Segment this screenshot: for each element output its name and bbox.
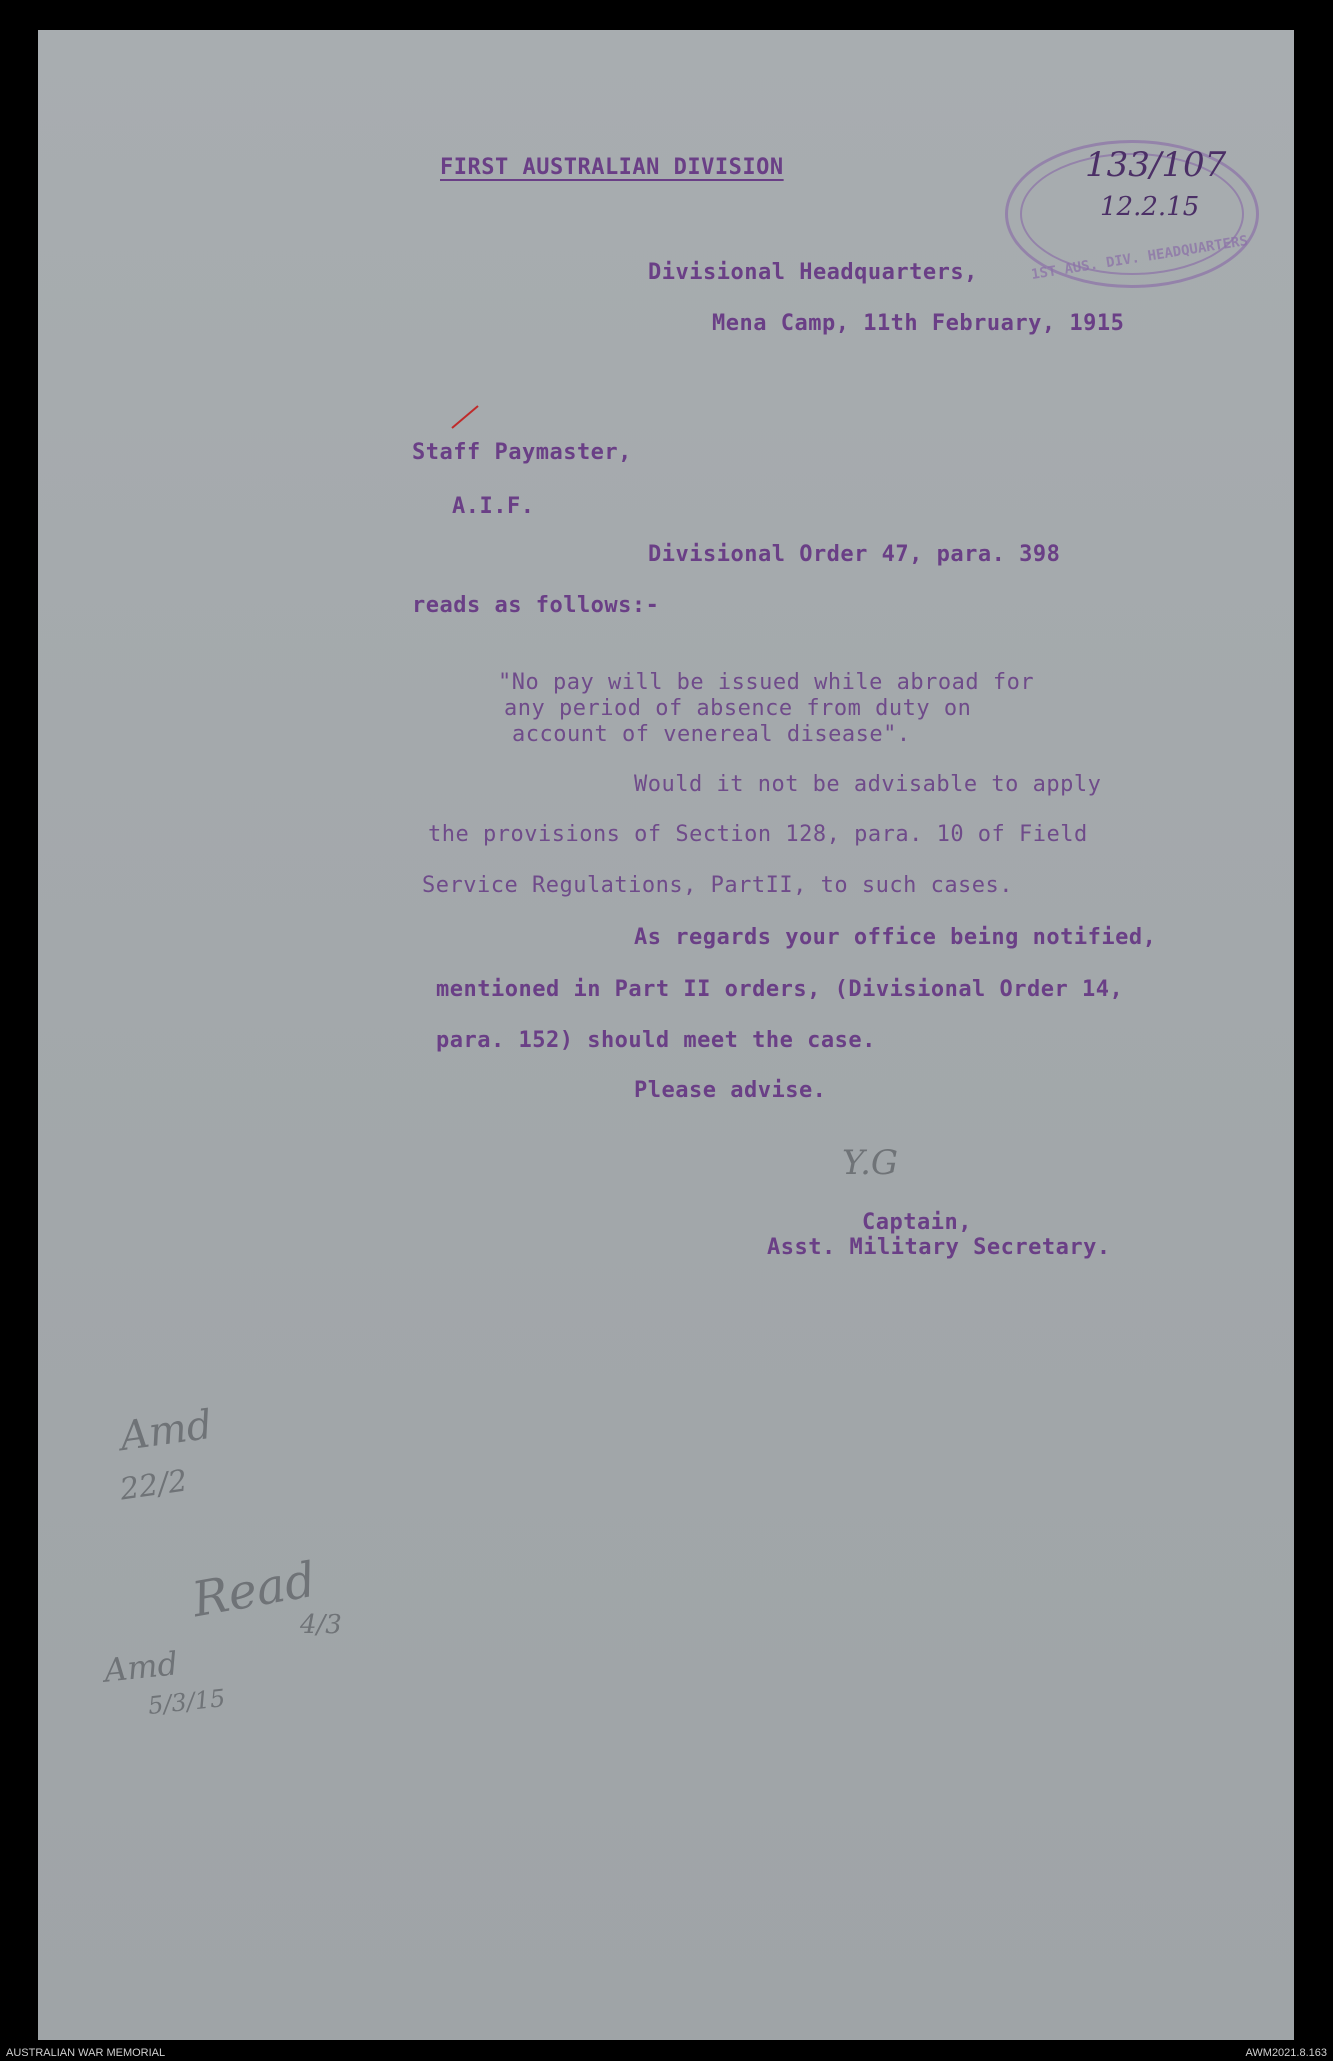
location-line-2: Mena Camp, 11th February, 1915 [712, 311, 1125, 336]
paragraph-2-line-3: Service Regulations, PartII, to such cases. [422, 873, 1014, 898]
signatory-title-1: Captain, [862, 1210, 972, 1235]
pencil-note-1: Amd [117, 1401, 216, 1461]
body-line-2: reads as follows:- [412, 593, 660, 618]
stamp-text: 1ST AUS. DIV. HEADQUARTERS [1030, 232, 1250, 284]
location-line-1: Divisional Headquarters, [648, 260, 978, 285]
paragraph-2-line-2: the provisions of Section 128, para. 10 of Field [428, 822, 1088, 847]
addressee-line-2: A.I.F. [452, 494, 535, 519]
pencil-note-2-date: 4/3 [300, 1610, 342, 1640]
addressee-line-1: Staff Paymaster, [412, 440, 632, 465]
archive-reference: AWM2021.8.163 [1245, 2047, 1327, 2059]
signature-initials: Y.G [842, 1143, 899, 1183]
red-tick-mark [450, 404, 480, 430]
pencil-note-3: Amd [102, 1644, 180, 1690]
quote-line-2: any period of absence from duty on [504, 696, 972, 721]
pencil-note-3-date: 5/3/15 [146, 1684, 227, 1720]
reference-date: 12.2.15 [1100, 192, 1200, 222]
quote-line-1: "No pay will be issued while abroad for [498, 670, 1035, 695]
pencil-note-2: Read [188, 1551, 320, 1629]
paragraph-3-line-3: para. 152) should meet the case. [436, 1028, 876, 1053]
signatory-title-2: Asst. Military Secretary. [767, 1235, 1111, 1260]
letter-heading: FIRST AUSTRALIAN DIVISION [440, 155, 784, 180]
pencil-note-1-date: 22/2 [117, 1463, 190, 1508]
closing-line: Please advise. [634, 1078, 827, 1103]
paragraph-3-line-1: As regards your office being notified, [634, 925, 1157, 950]
quote-line-3: account of venereal disease". [512, 722, 911, 747]
archive-credit: AUSTRALIAN WAR MEMORIAL [6, 2047, 166, 2059]
paragraph-2-line-1: Would it not be advisable to apply [634, 772, 1102, 797]
reference-number: 133/107 [1085, 145, 1227, 185]
paragraph-3-line-2: mentioned in Part II orders, (Divisional Order 14, [436, 977, 1124, 1002]
body-line-1: Divisional Order 47, para. 398 [648, 542, 1061, 567]
